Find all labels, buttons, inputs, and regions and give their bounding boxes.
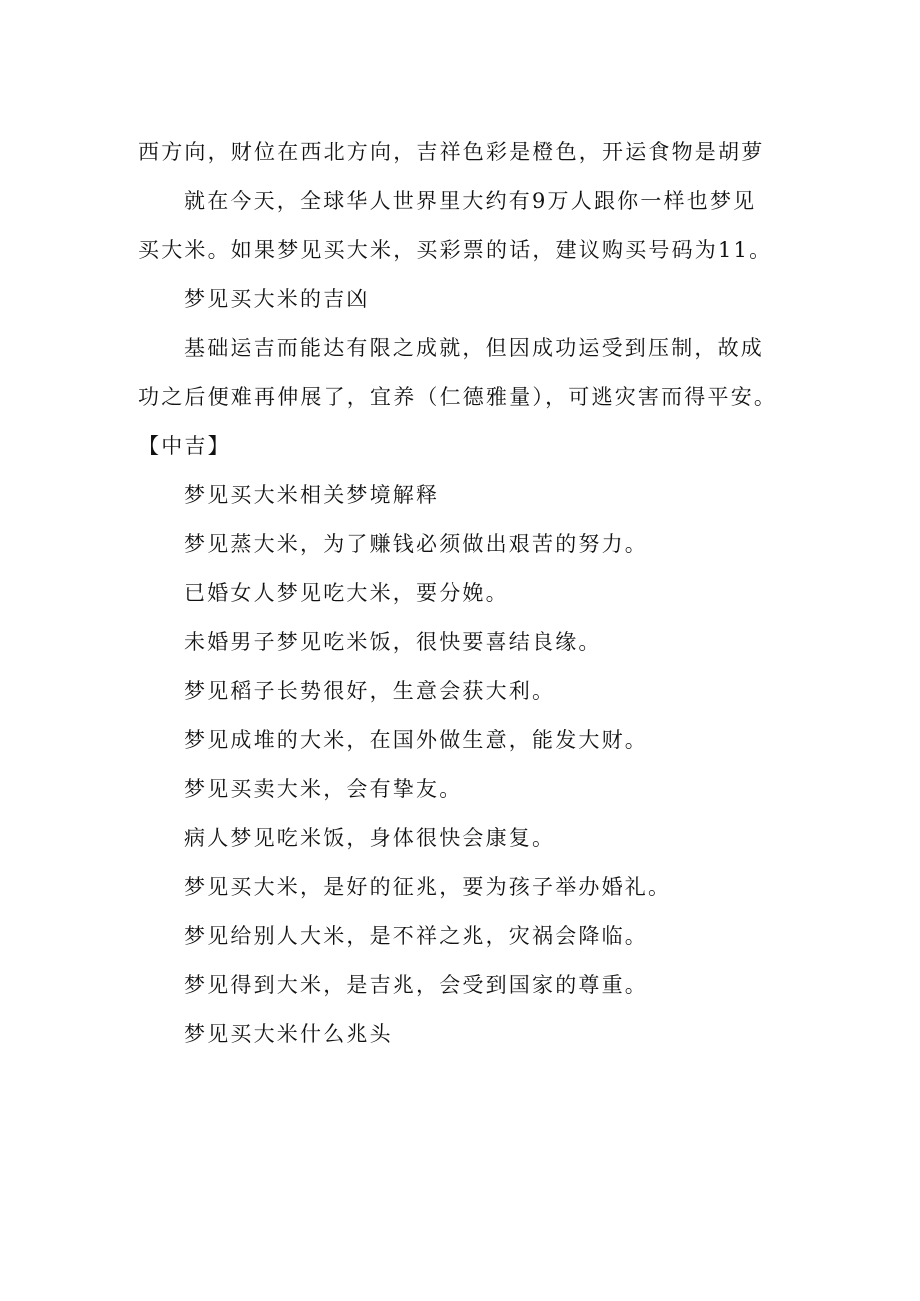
list-item: 梦见买大米，是好的征兆，要为孩子举办婚礼。 [184, 875, 672, 899]
paragraph-1: 西方向，财位在西北方向，吉祥色彩是橙色，开运食物是胡萝 [138, 140, 765, 164]
list-item: 梦见稻子长势很好，生意会获大利。 [184, 679, 556, 703]
paragraph-2: 就在今天，全球华人世界里大约有9万人跟你一样也梦见买大米。如果梦见买大米，买彩票的话，建议购买号码为11。 [138, 189, 773, 262]
document-body [138, 128, 778, 1059]
list-item: 梦见买卖大米，会有挚友。 [184, 777, 463, 801]
list-item: 病人梦见吃米饭，身体很快会康复。 [184, 826, 556, 850]
list-item: 已婚女人梦见吃大米，要分娩。 [184, 581, 509, 605]
list-item: 未婚男子梦见吃米饭，很快要喜结良缘。 [184, 630, 602, 654]
section-heading-omen: 梦见买大米什么兆头 [184, 1022, 393, 1046]
section-heading-related-dreams: 梦见买大米相关梦境解释 [184, 483, 440, 507]
section-heading-fortune: 梦见买大米的吉凶 [184, 287, 370, 311]
paragraph-fortune: 基础运吉而能达有限之成就，但因成功运受到压制，故成功之后便难再伸展了，宜养（仁德雅量），可逃灾害而得平安。【中吉】 [138, 336, 778, 458]
list-item: 梦见给别人大米，是不祥之兆，灾祸会降临。 [184, 924, 648, 948]
list-item: 梦见蒸大米，为了赚钱必须做出艰苦的努力。 [184, 532, 648, 556]
list-item: 梦见得到大米，是吉兆，会受到国家的尊重。 [184, 973, 648, 997]
list-item: 梦见成堆的大米，在国外做生意，能发大财。 [184, 728, 648, 752]
